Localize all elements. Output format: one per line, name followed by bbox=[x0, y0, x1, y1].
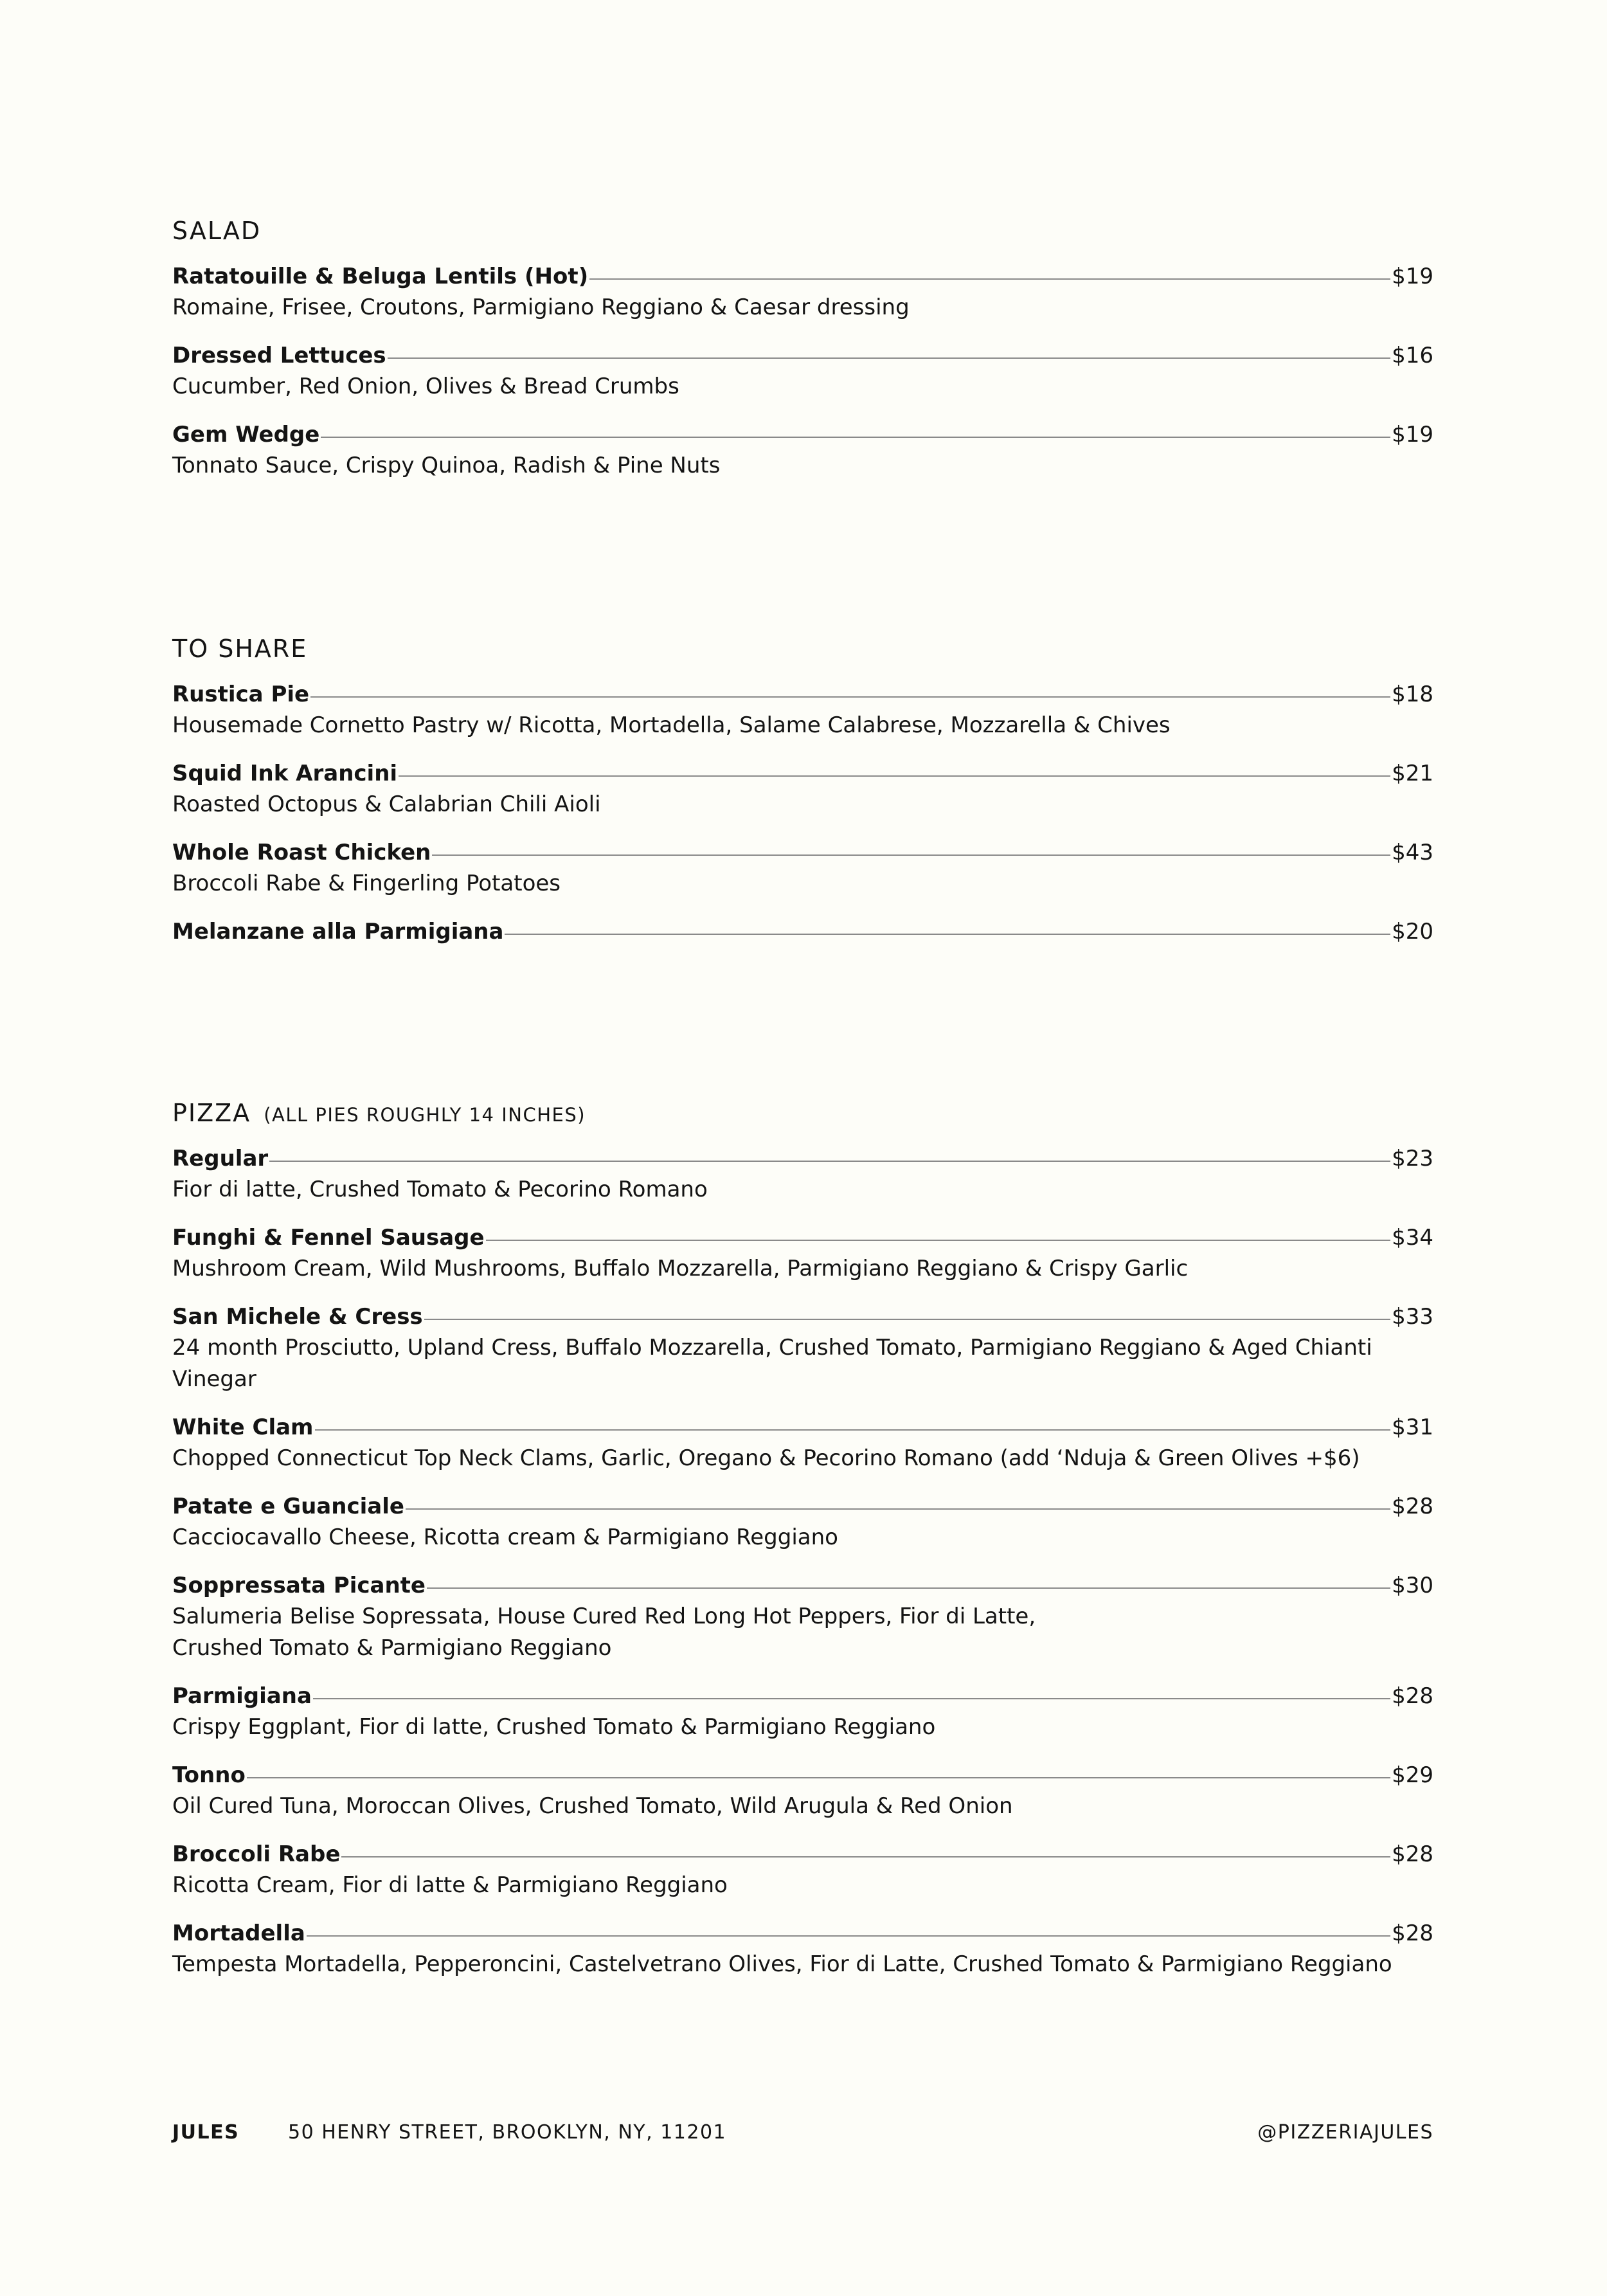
item-price: $31 bbox=[1392, 1415, 1433, 1440]
menu-item bbox=[172, 1918, 1433, 1980]
menu-item bbox=[172, 1222, 1433, 1285]
item-name: Broccoli Rabe bbox=[172, 1841, 341, 1867]
footer-social-handle[interactable]: @PIZZERIAJULES bbox=[1257, 2121, 1433, 2144]
item-name: Dressed Lettuces bbox=[172, 343, 386, 368]
item-description-line: Vinegar bbox=[172, 1366, 256, 1392]
leader-line bbox=[399, 775, 1390, 777]
leader-line bbox=[307, 1935, 1390, 1937]
item-name: Funghi & Fennel Sausage bbox=[172, 1225, 485, 1251]
section-title-text: PIZZA bbox=[172, 1099, 251, 1127]
menu-item bbox=[172, 1143, 1433, 1206]
item-description: Tonnato Sauce, Crispy Quinoa, Radish & Pine Nuts bbox=[172, 453, 721, 478]
item-name: Melanzane alla Parmigiana bbox=[172, 919, 504, 945]
item-price: $43 bbox=[1392, 840, 1433, 865]
item-description bbox=[172, 1601, 1433, 1664]
item-name: Ratatouille & Beluga Lentils (Hot) bbox=[172, 264, 589, 289]
item-name: San Michele & Cress bbox=[172, 1304, 423, 1330]
section-title bbox=[172, 1097, 1433, 1129]
section-note: (ALL PIES ROUGHLY 14 INCHES) bbox=[264, 1104, 586, 1126]
leader-line bbox=[321, 437, 1390, 438]
item-price: $28 bbox=[1392, 1494, 1433, 1519]
item-description bbox=[172, 1332, 1433, 1395]
item-price: $34 bbox=[1392, 1225, 1433, 1251]
item-name: Regular bbox=[172, 1146, 269, 1171]
item-price: $28 bbox=[1392, 1921, 1433, 1946]
leader-line bbox=[505, 934, 1390, 935]
menu-item bbox=[172, 419, 1433, 482]
item-price: $19 bbox=[1392, 264, 1433, 289]
item-description: Crispy Eggplant, Fior di latte, Crushed Tomato & Parmigiano Reggiano bbox=[172, 1714, 936, 1740]
item-name: Parmigiana bbox=[172, 1683, 312, 1709]
leader-line bbox=[486, 1240, 1391, 1241]
footer-address: 50 HENRY STREET, BROOKLYN, NY, 11201 bbox=[288, 2121, 727, 2144]
leader-line bbox=[406, 1508, 1390, 1510]
item-name: Patate e Guanciale bbox=[172, 1494, 404, 1519]
footer-brand: JULES bbox=[172, 2121, 240, 2144]
menu-item bbox=[172, 916, 1433, 947]
item-description: Chopped Connecticut Top Neck Clams, Garlic, Oregano & Pecorino Romano (add ‘Nduja & Green Olives +$6) bbox=[172, 1445, 1360, 1471]
menu-item bbox=[172, 261, 1433, 323]
menu-item bbox=[172, 340, 1433, 402]
item-price: $30 bbox=[1392, 1573, 1433, 1598]
item-price: $29 bbox=[1392, 1762, 1433, 1788]
leader-line bbox=[427, 1587, 1390, 1589]
leader-line bbox=[247, 1777, 1390, 1778]
menu-item bbox=[172, 758, 1433, 820]
item-description: Fior di latte, Crushed Tomato & Pecorino Romano bbox=[172, 1177, 708, 1202]
item-price: $33 bbox=[1392, 1304, 1433, 1330]
item-description-line: 24 month Prosciutto, Upland Cress, Buffalo Mozzarella, Crushed Tomato, Parmigiano Reggiano & Aged Chianti bbox=[172, 1335, 1372, 1360]
menu-item bbox=[172, 1681, 1433, 1743]
menu-page bbox=[172, 0, 1433, 2296]
leader-line bbox=[310, 696, 1390, 698]
item-price: $28 bbox=[1392, 1683, 1433, 1709]
item-price: $16 bbox=[1392, 343, 1433, 368]
menu-item bbox=[172, 1301, 1433, 1395]
section-title: SALAD bbox=[172, 217, 262, 245]
menu-item bbox=[172, 1412, 1433, 1474]
menu-item bbox=[172, 837, 1433, 899]
item-description: Cacciocavallo Cheese, Ricotta cream & Parmigiano Reggiano bbox=[172, 1524, 838, 1550]
salad-section bbox=[172, 215, 1433, 498]
item-name: Squid Ink Arancini bbox=[172, 761, 398, 786]
item-description: Ricotta Cream, Fior di latte & Parmigiano Reggiano bbox=[172, 1872, 728, 1898]
footer bbox=[172, 2117, 1433, 2149]
item-name: Mortadella bbox=[172, 1921, 305, 1946]
item-name: White Clam bbox=[172, 1415, 314, 1440]
leader-line bbox=[432, 854, 1390, 856]
pizza-section bbox=[172, 1097, 1433, 1997]
leader-line bbox=[269, 1161, 1390, 1162]
item-name: Rustica Pie bbox=[172, 682, 310, 707]
leader-line bbox=[313, 1698, 1390, 1699]
item-description-line: Salumeria Belise Sopressata, House Cured Red Long Hot Peppers, Fior di Latte, bbox=[172, 1604, 1036, 1629]
menu-item bbox=[172, 1839, 1433, 1901]
leader-line bbox=[315, 1429, 1391, 1431]
item-price: $28 bbox=[1392, 1841, 1433, 1867]
item-name: Whole Roast Chicken bbox=[172, 840, 431, 865]
item-price: $23 bbox=[1392, 1146, 1433, 1171]
item-description: Housemade Cornetto Pastry w/ Ricotta, Mortadella, Salame Calabrese, Mozzarella & Chives bbox=[172, 712, 1171, 738]
item-name: Tonno bbox=[172, 1762, 246, 1788]
menu-item bbox=[172, 1760, 1433, 1822]
leader-line bbox=[388, 357, 1390, 359]
item-price: $18 bbox=[1392, 682, 1433, 707]
item-name: Gem Wedge bbox=[172, 422, 320, 447]
item-price: $19 bbox=[1392, 422, 1433, 447]
item-name: Soppressata Picante bbox=[172, 1573, 426, 1598]
item-price: $20 bbox=[1392, 919, 1433, 945]
item-description: Cucumber, Red Onion, Olives & Bread Crumbs bbox=[172, 374, 679, 399]
item-description: Broccoli Rabe & Fingerling Potatoes bbox=[172, 871, 561, 896]
menu-item bbox=[172, 1491, 1433, 1553]
item-description: Romaine, Frisee, Croutons, Parmigiano Reggiano & Caesar dressing bbox=[172, 294, 910, 320]
leader-line bbox=[341, 1856, 1390, 1858]
item-description: Tempesta Mortadella, Pepperoncini, Castelvetrano Olives, Fior di Latte, Crushed Tomato & Parmigiano Reggiano bbox=[172, 1951, 1392, 1977]
menu-item bbox=[172, 679, 1433, 741]
to-share-section bbox=[172, 633, 1433, 964]
item-price: $21 bbox=[1392, 761, 1433, 786]
item-description: Oil Cured Tuna, Moroccan Olives, Crushed Tomato, Wild Arugula & Red Onion bbox=[172, 1793, 1013, 1819]
item-description-line: Crushed Tomato & Parmigiano Reggiano bbox=[172, 1635, 612, 1661]
leader-line bbox=[424, 1319, 1390, 1320]
section-title: TO SHARE bbox=[172, 635, 308, 663]
leader-line bbox=[589, 278, 1390, 280]
menu-item bbox=[172, 1570, 1433, 1664]
item-description: Mushroom Cream, Wild Mushrooms, Buffalo Mozzarella, Parmigiano Reggiano & Crispy Garlic bbox=[172, 1256, 1189, 1281]
item-description: Roasted Octopus & Calabrian Chili Aioli bbox=[172, 791, 601, 817]
